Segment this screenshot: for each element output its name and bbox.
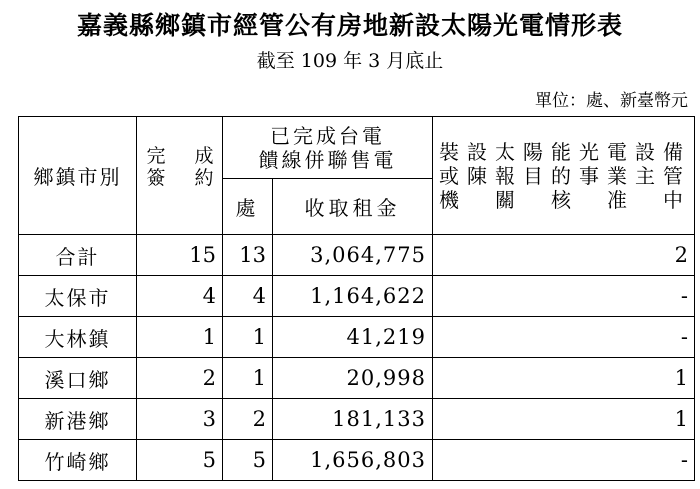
cell-town: 合計	[19, 235, 137, 276]
solar-table	[18, 116, 695, 481]
table-row	[19, 440, 695, 481]
cell-rent: 3,064,775	[273, 235, 433, 276]
cell-signed: 1	[137, 317, 223, 358]
cell-pending: 1	[433, 399, 695, 440]
cell-pending: -	[433, 276, 695, 317]
header-pending-line2: 或陳報目的事業主管	[439, 163, 686, 188]
header-pending-line1: 裝設太陽能光電設備	[439, 139, 686, 164]
header-signed	[137, 117, 223, 235]
cell-pending: -	[433, 317, 695, 358]
cell-signed: 15	[137, 235, 223, 276]
table-row	[19, 235, 695, 276]
cell-rent: 181,133	[273, 399, 433, 440]
header-sold	[223, 117, 433, 179]
cell-places: 5	[223, 440, 273, 481]
cell-places: 1	[223, 317, 273, 358]
table-row	[19, 317, 695, 358]
table-row	[19, 358, 695, 399]
cell-pending: -	[433, 440, 695, 481]
cell-places: 1	[223, 358, 273, 399]
cell-pending: 1	[433, 358, 695, 399]
cell-signed: 2	[137, 358, 223, 399]
cell-rent: 1,656,803	[273, 440, 433, 481]
cell-rent: 41,219	[273, 317, 433, 358]
header-pending-line3: 機關核准中	[439, 187, 686, 212]
cell-town: 新港鄉	[19, 399, 137, 440]
cell-rent: 1,164,622	[273, 276, 433, 317]
header-sold-line2: 饋線併聯售電	[258, 147, 397, 172]
table-row	[19, 276, 695, 317]
cell-rent: 20,998	[273, 358, 433, 399]
header-signed-part2: 成 約	[194, 145, 214, 189]
header-pending	[433, 117, 695, 235]
page-subtitle: 截至 109 年 3 月底止	[256, 50, 444, 72]
unit-label: 單位：處、新臺幣元	[535, 91, 688, 111]
cell-town: 溪口鄉	[19, 358, 137, 399]
cell-signed: 5	[137, 440, 223, 481]
cell-places: 2	[223, 399, 273, 440]
page-title: 嘉義縣鄉鎮市經管公有房地新設太陽光電情形表	[76, 11, 623, 40]
cell-signed: 3	[137, 399, 223, 440]
header-town: 鄉鎮市別	[19, 117, 137, 235]
cell-town: 大林鎮	[19, 317, 137, 358]
header-signed-part1: 完 簽	[146, 145, 166, 189]
cell-signed: 4	[137, 276, 223, 317]
cell-pending: 2	[433, 235, 695, 276]
cell-town: 太保市	[19, 276, 137, 317]
table-row	[19, 399, 695, 440]
cell-town: 竹崎鄉	[19, 440, 137, 481]
cell-places: 13	[223, 235, 273, 276]
header-rent: 收取租金	[273, 179, 433, 235]
header-places: 處	[223, 179, 273, 235]
header-sold-line1: 已完成台電	[270, 123, 385, 148]
cell-places: 4	[223, 276, 273, 317]
